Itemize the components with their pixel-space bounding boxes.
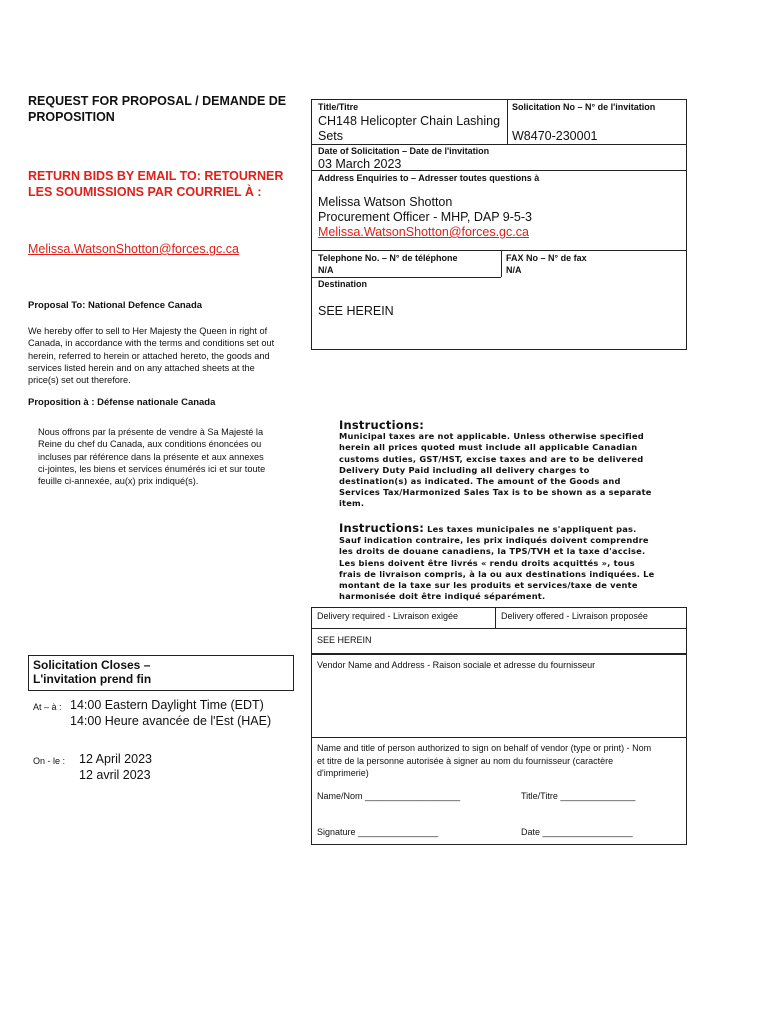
delivery-required-value: SEE HEREIN — [317, 635, 372, 645]
solicitation-number-label: Solicitation No – N° de l'invitation — [512, 102, 656, 112]
offer-text-en: We hereby offer to sell to Her Majesty the Queen in right of Canada, in accordance with the terms and conditions set out herein, referred to herein or attached hereto, the goods and services listed herein and on any attached sheets at the price(s) set out therefore. — [28, 326, 275, 386]
vendor-title-field[interactable]: Title/Titre _______________ — [521, 791, 636, 801]
closing-on-label: On - le : — [33, 756, 66, 766]
enquiries-label: Address Enquiries to – Adresser toutes questions à — [318, 173, 540, 183]
solicitation-date-value: 03 March 2023 — [318, 157, 402, 171]
instructions-heading-fr: Instructions: — [339, 521, 425, 535]
fax-label: FAX No – N° de fax — [506, 253, 587, 263]
return-bids-heading: RETURN BIDS BY EMAIL TO: RETOURNER LES SOUMISSIONS PAR COURRIEL À : — [28, 169, 284, 199]
proposal-to-label-fr: Proposition à : Défense nationale Canada — [28, 397, 216, 408]
delivery-required-label: Delivery required - Livraison exigée — [317, 611, 459, 621]
closing-date-fr: 12 avril 2023 — [79, 768, 151, 782]
delivery-offered-label: Delivery offered - Livraison proposée — [501, 611, 648, 621]
instructions-en — [339, 420, 659, 510]
offer-text-fr: Nous offrons par la présente de vendre à Sa Majesté la Reine du chef du Canada, aux conditions énoncées ou incluses par référence dans la présente et aux annexes ci-jointes, les biens et services énumérés ici et sur toute feuille ci-annexée, au(x) prix indiqué(s). — [38, 427, 266, 487]
fax-value: N/A — [506, 265, 522, 275]
instructions-heading-en: Instructions: — [339, 418, 425, 432]
instructions-fr — [339, 523, 659, 602]
authorized-person-label: Name and title of person authorized to sign on behalf of vendor (type or print) - Nom et titre de la personne autorisée à signer au nom du fournisseur (caractère d'imprimerie) — [317, 743, 652, 778]
instructions-body-fr: Les taxes municipales ne s'appliquent pas. Sauf indication contraire, les prix indiqués doivent comprendre les droits de douane canadiens, la TPS/TVH et la taxe d'accise. Les biens doivent être livrés « rendu droits acquittés », tous frais de livraison compris, à la ou aux destinations indiquées. Le montant de la taxe sur les produits et services/taxe de vente harmonisée doit être indiqué séparément. — [339, 524, 655, 602]
destination-label: Destination — [318, 279, 368, 289]
closing-time-fr: 14:00 Heure avancée de l'Est (HAE) — [70, 714, 272, 728]
vendor-name-address-label: Vendor Name and Address - Raison sociale et adresse du fournisseur — [317, 660, 596, 670]
closing-date-en: 12 April 2023 — [79, 752, 152, 766]
closing-time-en: 14:00 Eastern Daylight Time (EDT) — [70, 698, 264, 712]
closing-title: Solicitation Closes – L'invitation prend fin — [33, 658, 152, 686]
solicitation-date-label: Date of Solicitation – Date de l'invitation — [318, 146, 490, 156]
request-title: REQUEST FOR PROPOSAL / DEMANDE DE PROPOSITION — [28, 94, 287, 124]
solicitation-number-value: W8470-230001 — [512, 129, 598, 143]
vendor-signature-field[interactable]: Signature ________________ — [317, 827, 439, 837]
proposal-to-label: Proposal To: National Defence Canada — [28, 300, 203, 311]
instructions-body-en: Municipal taxes are not applicable. Unless otherwise specified herein all prices quoted must include all applicable Canadian customs duties, GST/HST, excise taxes and are to be delivered Delivery Duty Paid including all delivery charges to destination(s) as indicated. The amount of the Goods and Services Tax/Harmonized Sales Tax is to be shown as a separate item. — [339, 431, 652, 509]
contact-name: Melissa Watson Shotton — [318, 195, 453, 209]
vendor-date-field[interactable]: Date __________________ — [521, 827, 633, 837]
contact-email-link[interactable]: Melissa.WatsonShotton@forces.gc.ca — [318, 225, 529, 239]
phone-label: Telephone No. – N° de téléphone — [318, 253, 458, 263]
contact-title: Procurement Officer - MHP, DAP 9-5-3 — [318, 210, 532, 224]
return-email-link[interactable]: Melissa.WatsonShotton@forces.gc.ca — [28, 242, 239, 256]
vendor-name-field[interactable]: Name/Nom ___________________ — [317, 791, 461, 801]
title-value: CH148 Helicopter Chain Lashing Sets — [318, 114, 501, 143]
closing-at-label: At – à : — [33, 702, 62, 712]
title-label: Title/Titre — [318, 102, 359, 112]
phone-value: N/A — [318, 265, 334, 275]
destination-value: SEE HEREIN — [318, 304, 394, 318]
